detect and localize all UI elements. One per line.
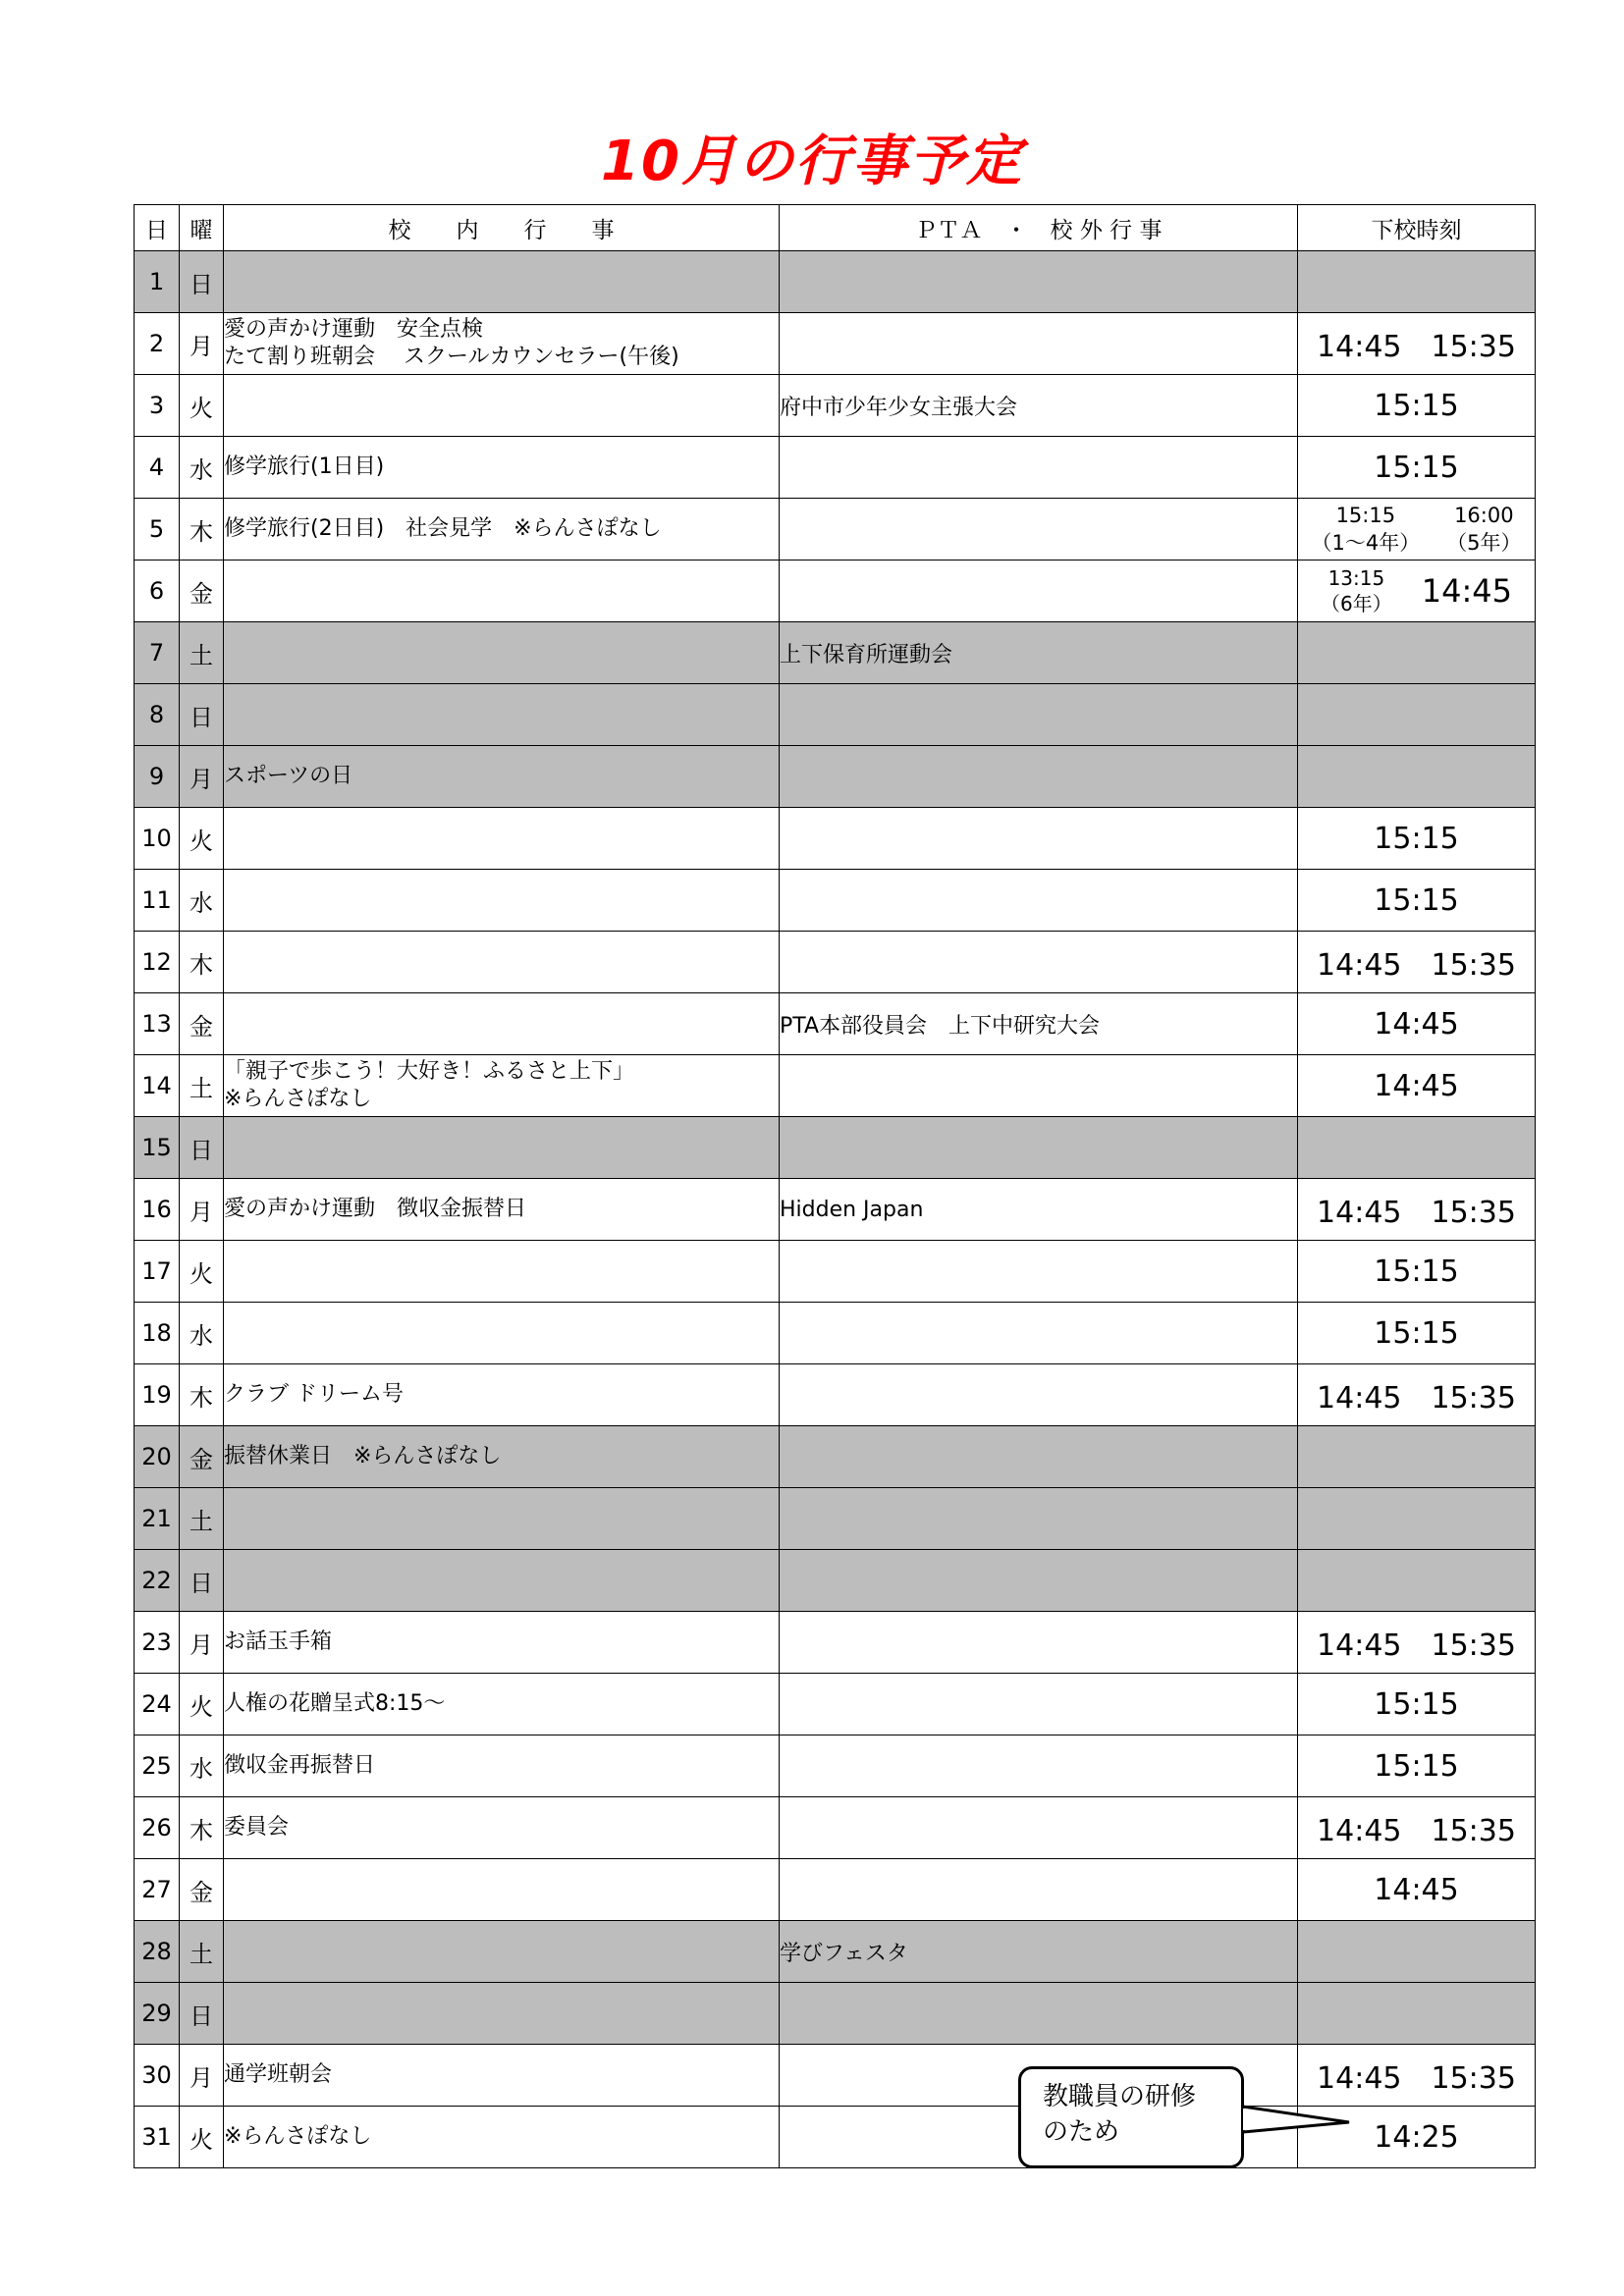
pta-event-cell: [780, 1426, 1298, 1488]
dismissal-time-cell: [1298, 251, 1536, 313]
date-cell: 27: [135, 1859, 180, 1921]
date-cell: 7: [135, 622, 180, 684]
time-value: 13:15: [1327, 566, 1385, 590]
table-row: [135, 993, 1536, 1055]
table-row: [135, 1612, 1536, 1674]
weekday-cell: 水: [180, 870, 224, 932]
date-cell: 9: [135, 746, 180, 808]
date-cell: 21: [135, 1488, 180, 1550]
header-date: 日: [135, 205, 180, 251]
dismissal-time-cell: 14:45 15:35: [1298, 313, 1536, 375]
date-cell: 25: [135, 1735, 180, 1797]
dismissal-time-cell: 15:15: [1298, 375, 1536, 437]
date-cell: 30: [135, 2045, 180, 2107]
date-cell: 4: [135, 437, 180, 499]
table-row: [135, 1426, 1536, 1488]
date-cell: 20: [135, 1426, 180, 1488]
time-value: 16:00: [1454, 504, 1514, 527]
date-cell: 5: [135, 499, 180, 561]
pta-event-cell: [780, 1117, 1298, 1179]
pta-event-cell: [780, 1735, 1298, 1797]
date-cell: 31: [135, 2107, 180, 2168]
weekday-cell: 木: [180, 1797, 224, 1859]
table-row: [135, 1674, 1536, 1735]
weekday-cell: 木: [180, 932, 224, 993]
pta-event-cell: [780, 437, 1298, 499]
table-row: [135, 808, 1536, 870]
time-value: 15:15: [1335, 504, 1396, 527]
dismissal-time-cell: 15:15: [1298, 1303, 1536, 1364]
table-row: [135, 1550, 1536, 1612]
weekday-cell: 日: [180, 1117, 224, 1179]
weekday-cell: 金: [180, 1426, 224, 1488]
pta-event-cell: Hidden Japan: [780, 1179, 1298, 1241]
pta-event-cell: [780, 808, 1298, 870]
pta-event-cell: [780, 1983, 1298, 2045]
header-dow: 曜: [180, 205, 224, 251]
table-row: [135, 1797, 1536, 1859]
table-row: [135, 1117, 1536, 1179]
school-event-cell: [224, 622, 780, 684]
dismissal-time-cell: [1298, 622, 1536, 684]
weekday-cell: 水: [180, 437, 224, 499]
school-event-cell: [224, 1117, 780, 1179]
dismissal-time-cell: 14:45: [1298, 1859, 1536, 1921]
school-event-cell: 通学班朝会: [224, 2045, 780, 2107]
school-event-cell: お話玉手箱: [224, 1612, 780, 1674]
school-event-cell: [224, 1983, 780, 2045]
weekday-cell: 土: [180, 622, 224, 684]
header-pta-events: ＰＴＡ ・ 校 外 行 事: [780, 205, 1298, 251]
table-row: [135, 1055, 1536, 1117]
table-row: [135, 746, 1536, 808]
weekday-cell: 土: [180, 1488, 224, 1550]
date-cell: 11: [135, 870, 180, 932]
date-cell: 16: [135, 1179, 180, 1241]
dismissal-time-cell: 14:45 15:35: [1298, 1612, 1536, 1674]
date-cell: 13: [135, 993, 180, 1055]
date-cell: 14: [135, 1055, 180, 1117]
dismissal-time-cell: 15:15: [1298, 437, 1536, 499]
school-event-cell: 修学旅行(2日目) 社会見学 ※らんさぽなし: [224, 499, 780, 561]
weekday-cell: 日: [180, 684, 224, 746]
table-row: [135, 1735, 1536, 1797]
table-row: [135, 313, 1536, 375]
school-event-cell: [224, 561, 780, 622]
weekday-cell: 月: [180, 313, 224, 375]
pta-event-cell: [780, 1364, 1298, 1426]
callout-text: 教職員の研修 のため: [1018, 2066, 1244, 2168]
date-cell: 28: [135, 1921, 180, 1983]
school-event-cell: クラブ ドリーム号: [224, 1364, 780, 1426]
pta-event-cell: [780, 1488, 1298, 1550]
school-event-cell: [224, 808, 780, 870]
table-row: [135, 622, 1536, 684]
time-note: （6年）: [1321, 592, 1392, 615]
dismissal-time-cell: 14:45 15:35: [1298, 1797, 1536, 1859]
pta-event-cell: [780, 1241, 1298, 1303]
weekday-cell: 火: [180, 1241, 224, 1303]
school-event-cell: スポーツの日: [224, 746, 780, 808]
header-school-events: 校 内 行 事: [224, 205, 780, 251]
date-cell: 1: [135, 251, 180, 313]
school-event-cell: 委員会: [224, 1797, 780, 1859]
date-cell: 17: [135, 1241, 180, 1303]
callout-pointer-icon: [1243, 2103, 1361, 2142]
table-row: [135, 1983, 1536, 2045]
dismissal-time-cell: [1298, 1426, 1536, 1488]
school-event-cell: 振替休業日 ※らんさぽなし: [224, 1426, 780, 1488]
date-cell: 6: [135, 561, 180, 622]
date-cell: 12: [135, 932, 180, 993]
table-row: [135, 561, 1536, 622]
pta-event-cell: [780, 499, 1298, 561]
time-value: 14:45: [1421, 572, 1512, 610]
weekday-cell: 火: [180, 1674, 224, 1735]
pta-event-cell: PTA本部役員会 上下中研究大会: [780, 993, 1298, 1055]
table-row: [135, 1364, 1536, 1426]
table-row: [135, 499, 1536, 561]
weekday-cell: 月: [180, 1612, 224, 1674]
school-event-cell: 「親子で歩こう！大好き！ふるさと上下」 ※らんさぽなし: [224, 1055, 780, 1117]
table-row: [135, 437, 1536, 499]
date-cell: 8: [135, 684, 180, 746]
pta-event-cell: [780, 870, 1298, 932]
page-title: 10月の行事予定: [601, 130, 1023, 193]
pta-event-cell: [780, 313, 1298, 375]
date-cell: 22: [135, 1550, 180, 1612]
date-cell: 2: [135, 313, 180, 375]
weekday-cell: 木: [180, 499, 224, 561]
table-row: [135, 1859, 1536, 1921]
school-event-cell: [224, 1859, 780, 1921]
school-event-cell: [224, 1550, 780, 1612]
dismissal-time-cell: [1298, 1488, 1536, 1550]
school-event-cell: [224, 1241, 780, 1303]
date-cell: 19: [135, 1364, 180, 1426]
school-event-cell: ※らんさぽなし: [224, 2107, 780, 2168]
dismissal-time-cell: [1298, 561, 1536, 622]
date-cell: 18: [135, 1303, 180, 1364]
date-cell: 3: [135, 375, 180, 437]
weekday-cell: 金: [180, 1859, 224, 1921]
dismissal-time-cell: 14:45 15:35: [1298, 932, 1536, 993]
school-event-cell: [224, 1303, 780, 1364]
dismissal-time-cell: [1298, 746, 1536, 808]
school-event-cell: [224, 684, 780, 746]
date-cell: 10: [135, 808, 180, 870]
table-row: [135, 1179, 1536, 1241]
date-cell: 29: [135, 1983, 180, 2045]
school-event-cell: 愛の声かけ運動 安全点検 たて割り班朝会 スクールカウンセラー(午後): [224, 313, 780, 375]
pta-event-cell: 上下保育所運動会: [780, 622, 1298, 684]
dismissal-time-cell: 15:15: [1298, 1735, 1536, 1797]
school-event-cell: [224, 1488, 780, 1550]
date-cell: 26: [135, 1797, 180, 1859]
weekday-cell: 日: [180, 1983, 224, 2045]
weekday-cell: 火: [180, 2107, 224, 2168]
time-note: （5年）: [1446, 531, 1522, 555]
pta-event-cell: [780, 1055, 1298, 1117]
weekday-cell: 月: [180, 1179, 224, 1241]
pta-event-cell: [780, 1303, 1298, 1364]
pta-event-cell: [780, 251, 1298, 313]
callout-note: [1018, 2066, 1248, 2172]
pta-event-cell: [780, 1612, 1298, 1674]
dismissal-time-cell: [1298, 499, 1536, 561]
school-event-cell: 修学旅行(1日目): [224, 437, 780, 499]
school-event-cell: [224, 870, 780, 932]
table-row: [135, 251, 1536, 313]
table-row: [135, 1303, 1536, 1364]
school-event-cell: [224, 932, 780, 993]
weekday-cell: 日: [180, 251, 224, 313]
school-event-cell: 徴収金再振替日: [224, 1735, 780, 1797]
date-cell: 15: [135, 1117, 180, 1179]
pta-event-cell: [780, 1674, 1298, 1735]
dismissal-time-cell: [1298, 1983, 1536, 2045]
weekday-cell: 木: [180, 1364, 224, 1426]
school-event-cell: [224, 251, 780, 313]
dismissal-time-cell: 15:15: [1298, 870, 1536, 932]
date-cell: 24: [135, 1674, 180, 1735]
table-row: [135, 870, 1536, 932]
table-row: [135, 684, 1536, 746]
table-row: [135, 932, 1536, 993]
date-cell: 23: [135, 1612, 180, 1674]
dismissal-time-cell: 14:45 15:35: [1298, 1364, 1536, 1426]
pta-event-cell: 学びフェスタ: [780, 1921, 1298, 1983]
weekday-cell: 月: [180, 2045, 224, 2107]
header-row: [135, 205, 1536, 251]
dismissal-time-cell: 15:15: [1298, 808, 1536, 870]
dismissal-time-cell: 15:15: [1298, 1674, 1536, 1735]
table-row: [135, 1488, 1536, 1550]
pta-event-cell: [780, 1859, 1298, 1921]
table-row: [135, 375, 1536, 437]
dismissal-time-cell: 14:45 15:35: [1298, 1179, 1536, 1241]
dismissal-time-cell: [1298, 1550, 1536, 1612]
dismissal-time-cell: 14:25: [1298, 2107, 1536, 2168]
dismissal-time-cell: [1298, 1921, 1536, 1983]
table-row: [135, 2045, 1536, 2107]
header-dismissal-time: 下校時刻: [1298, 205, 1536, 251]
table-row: [135, 1241, 1536, 1303]
school-event-cell: [224, 993, 780, 1055]
dismissal-time-cell: 15:15: [1298, 1241, 1536, 1303]
time-note: （1～4年）: [1311, 531, 1421, 555]
weekday-cell: 金: [180, 993, 224, 1055]
dismissal-time-cell: 14:45: [1298, 993, 1536, 1055]
school-event-cell: 人権の花贈呈式8:15～: [224, 1674, 780, 1735]
dismissal-time-cell: 14:45 15:35: [1298, 2045, 1536, 2107]
pta-event-cell: 府中市少年少女主張大会: [780, 375, 1298, 437]
pta-event-cell: [780, 1550, 1298, 1612]
schedule-body: [135, 251, 1536, 2168]
dismissal-time-cell: 14:45: [1298, 1055, 1536, 1117]
schedule-table: [134, 204, 1536, 2168]
pta-event-cell: [780, 561, 1298, 622]
table-row: [135, 1921, 1536, 1983]
school-event-cell: 愛の声かけ運動 徴収金振替日: [224, 1179, 780, 1241]
dismissal-time-cell: [1298, 1117, 1536, 1179]
weekday-cell: 月: [180, 746, 224, 808]
pta-event-cell: [780, 684, 1298, 746]
weekday-cell: 金: [180, 561, 224, 622]
school-event-cell: [224, 1921, 780, 1983]
weekday-cell: 水: [180, 1303, 224, 1364]
weekday-cell: 土: [180, 1055, 224, 1117]
weekday-cell: 水: [180, 1735, 224, 1797]
school-event-cell: [224, 375, 780, 437]
pta-event-cell: [780, 932, 1298, 993]
pta-event-cell: [780, 1797, 1298, 1859]
pta-event-cell: [780, 746, 1298, 808]
dismissal-time-cell: [1298, 684, 1536, 746]
weekday-cell: 日: [180, 1550, 224, 1612]
weekday-cell: 火: [180, 808, 224, 870]
weekday-cell: 火: [180, 375, 224, 437]
weekday-cell: 土: [180, 1921, 224, 1983]
